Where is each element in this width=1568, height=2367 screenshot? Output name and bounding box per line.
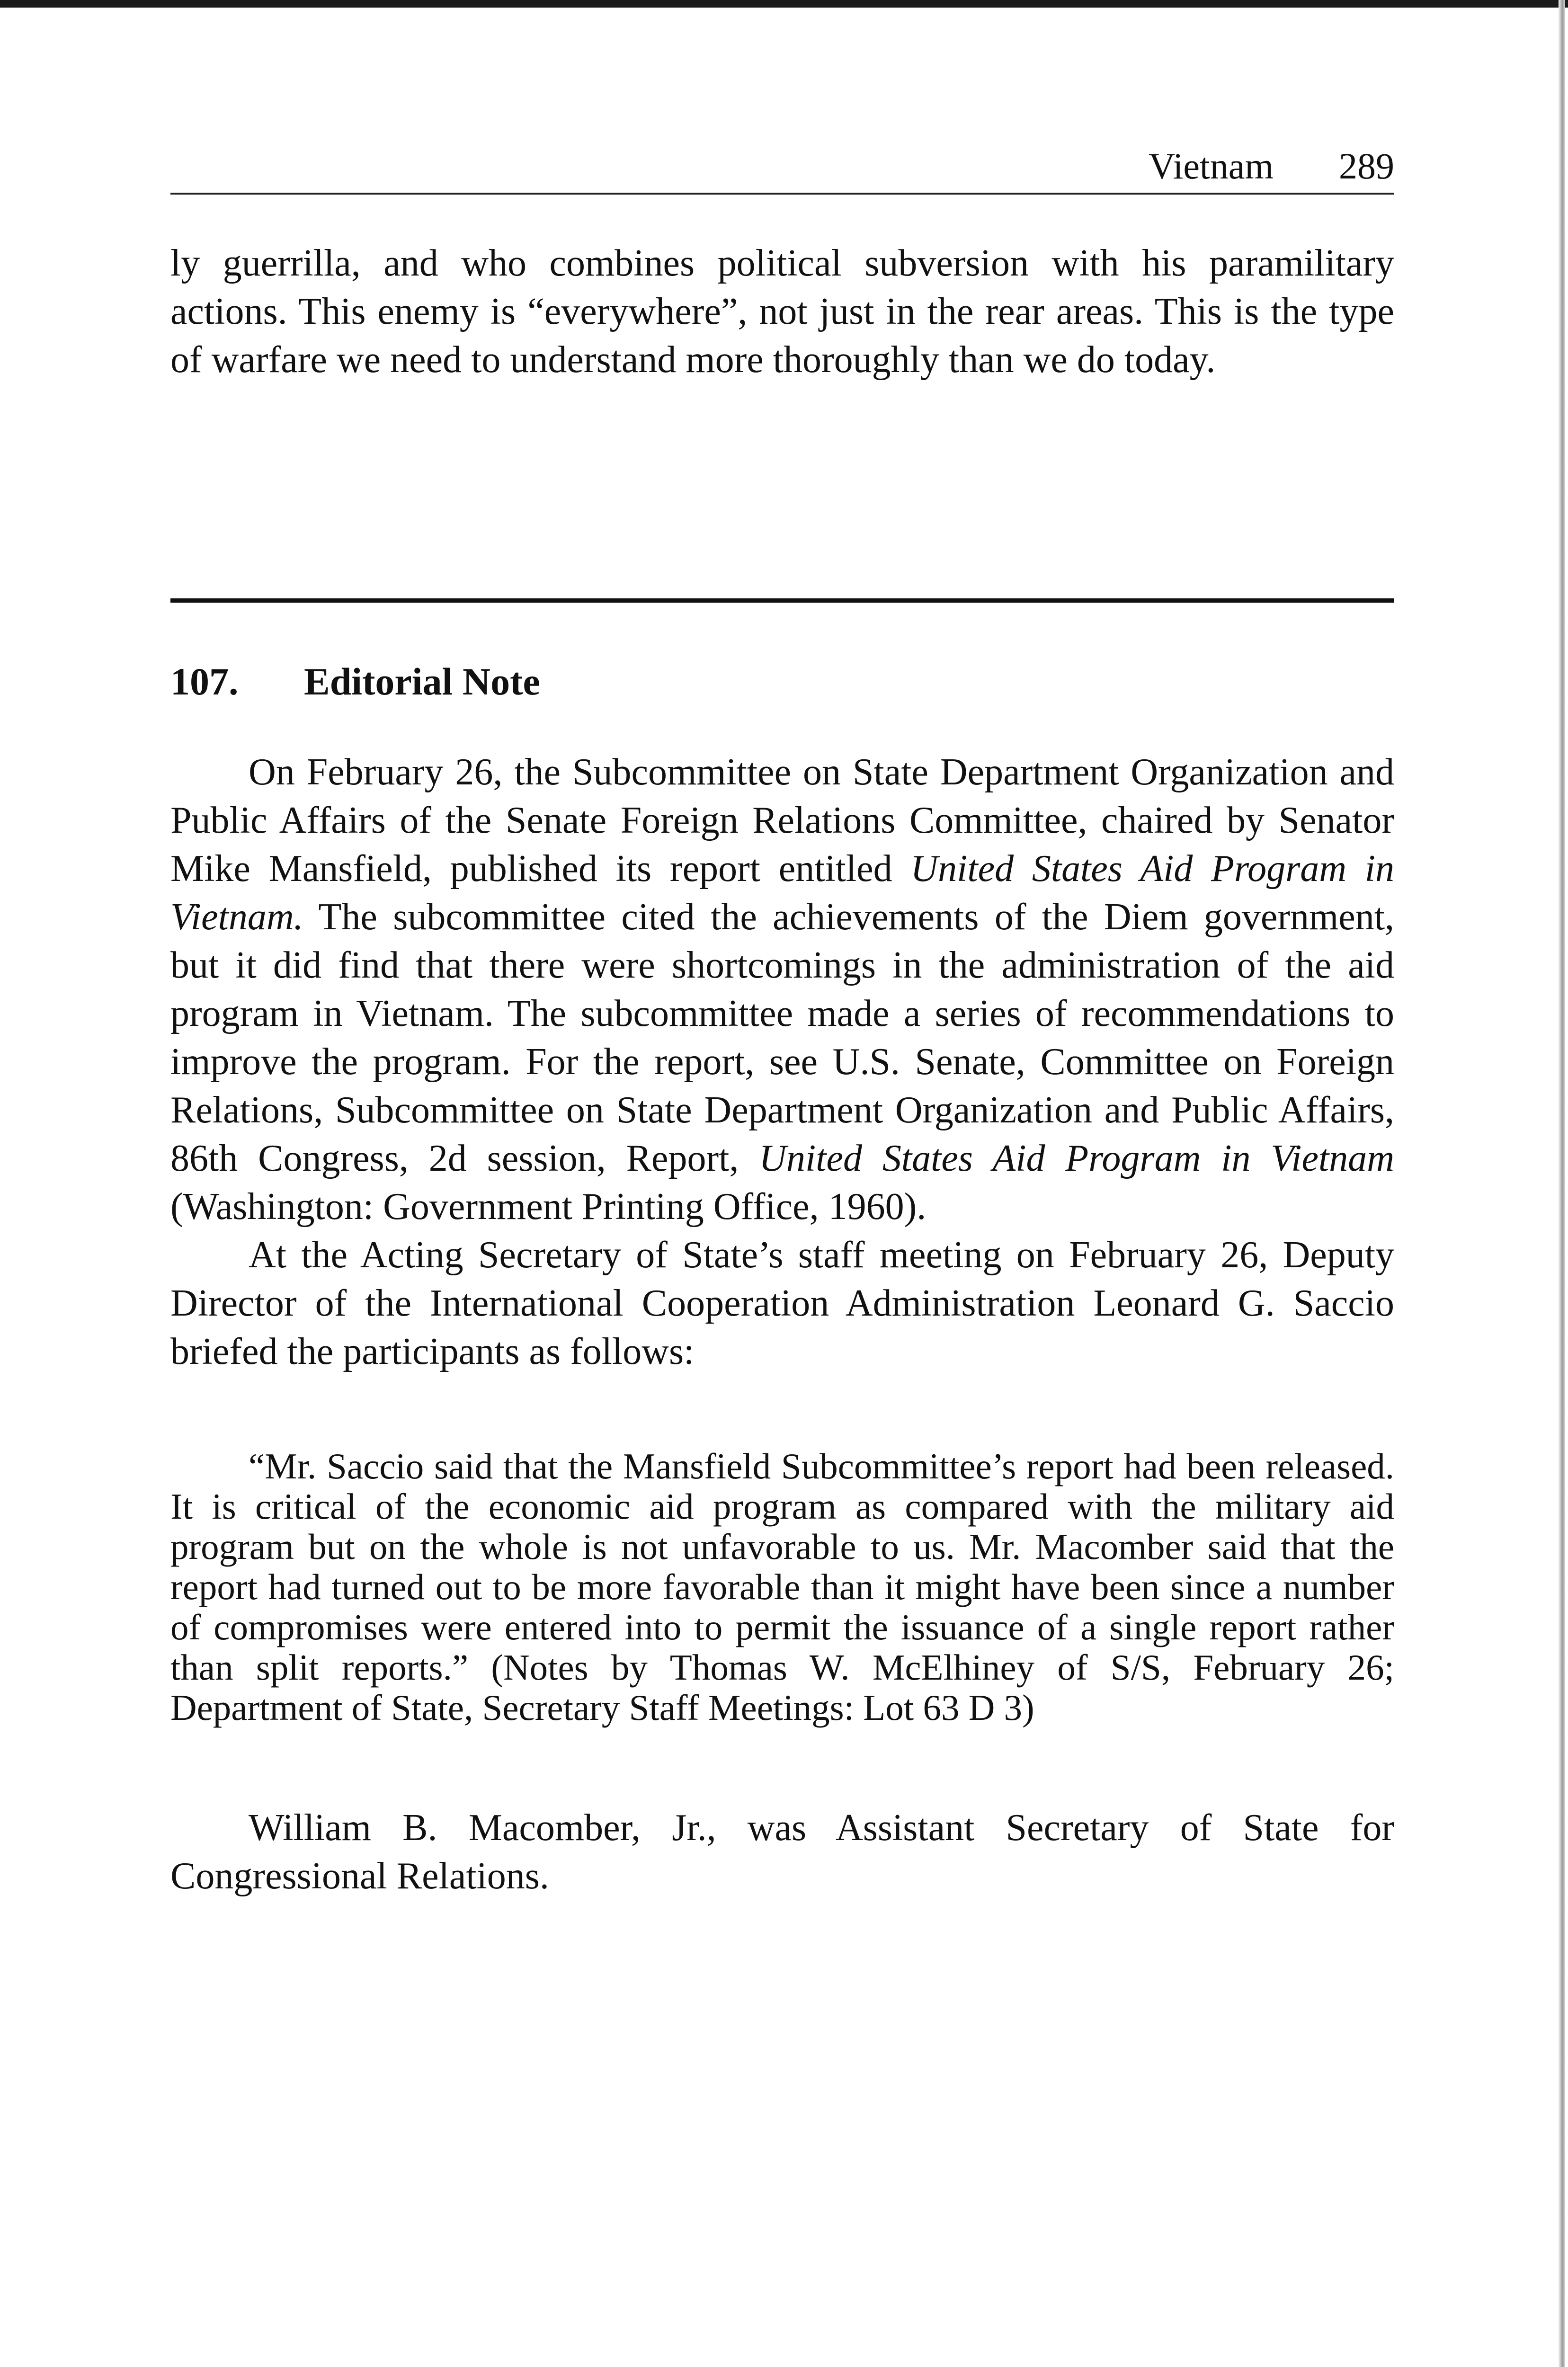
para1-text-c: (Washington: Government Printing Office, 1960).	[170, 1186, 927, 1228]
running-header	[170, 140, 1394, 195]
closing-paragraph: William B. Macomber, Jr., was Assistant Secretary of State for Congressional Relations.	[170, 1807, 1394, 1897]
document-heading	[170, 658, 540, 705]
scan-binding-edge	[1559, 0, 1565, 2367]
document-title: Editorial Note	[304, 660, 540, 703]
block-quote: “Mr. Saccio said that the Mansfield Subcommittee’s report had been released. It is critical of the economic aid program as compared with the military aid program but on the whole is not unfavorable to us. Mr. Macomber said that the report had turned out to be more favorable than it might have been since a number of compromises were entered into to permit the issuance of a single report rather than split reports.” (Notes by Thomas W. McElhiney of S/S, February 26; Department of State, Secretary Staff Meetings: Lot 63 D 3)	[170, 1446, 1394, 1728]
running-header-title: Vietnam	[1149, 145, 1274, 187]
para1-text-b: The subcommittee cited the achievements of the Diem government, but it did find that there were shortcomings in the administration of the aid program in Vietnam. The subcommittee made a series of recommendations to improve the program. For the report, see U.S. Senate, Committee on Foreign Relations, Subcommittee on State Department Organization and Public Affairs, 86th Congress, 2d session, Report,	[170, 896, 1394, 1179]
page-number: 289	[1339, 145, 1394, 187]
document-number: 107.	[170, 660, 239, 703]
continuation-paragraph: ly guerrilla, and who combines political subversion with his paramilitary actions. This enemy is “everywhere”, not just in the rear areas. This is the type of warfare we need to understand more thoroughly than we do today.	[170, 242, 1394, 381]
scan-top-edge	[0, 0, 1568, 8]
body-paragraph-1	[170, 748, 1394, 1231]
para1-text-a: On February 26, the Subcommittee on State Department Organization and Public Affairs of the Senate Foreign Relations Committee, chaired by Senator Mike Mansfield, published its report entitled	[170, 751, 1394, 890]
report-title-italic-1: United States Aid Program in Vietnam.	[170, 848, 1394, 938]
section-divider	[170, 598, 1394, 603]
body-paragraph-2: At the Acting Secretary of State’s staff meeting on February 26, Deputy Director of the International Cooperation Administration Leonard G. Saccio briefed the participants as follows:	[170, 1234, 1394, 1372]
report-title-italic-2: United States Aid Program in Vietnam	[759, 1138, 1394, 1179]
editorial-note-body	[170, 748, 1394, 1376]
